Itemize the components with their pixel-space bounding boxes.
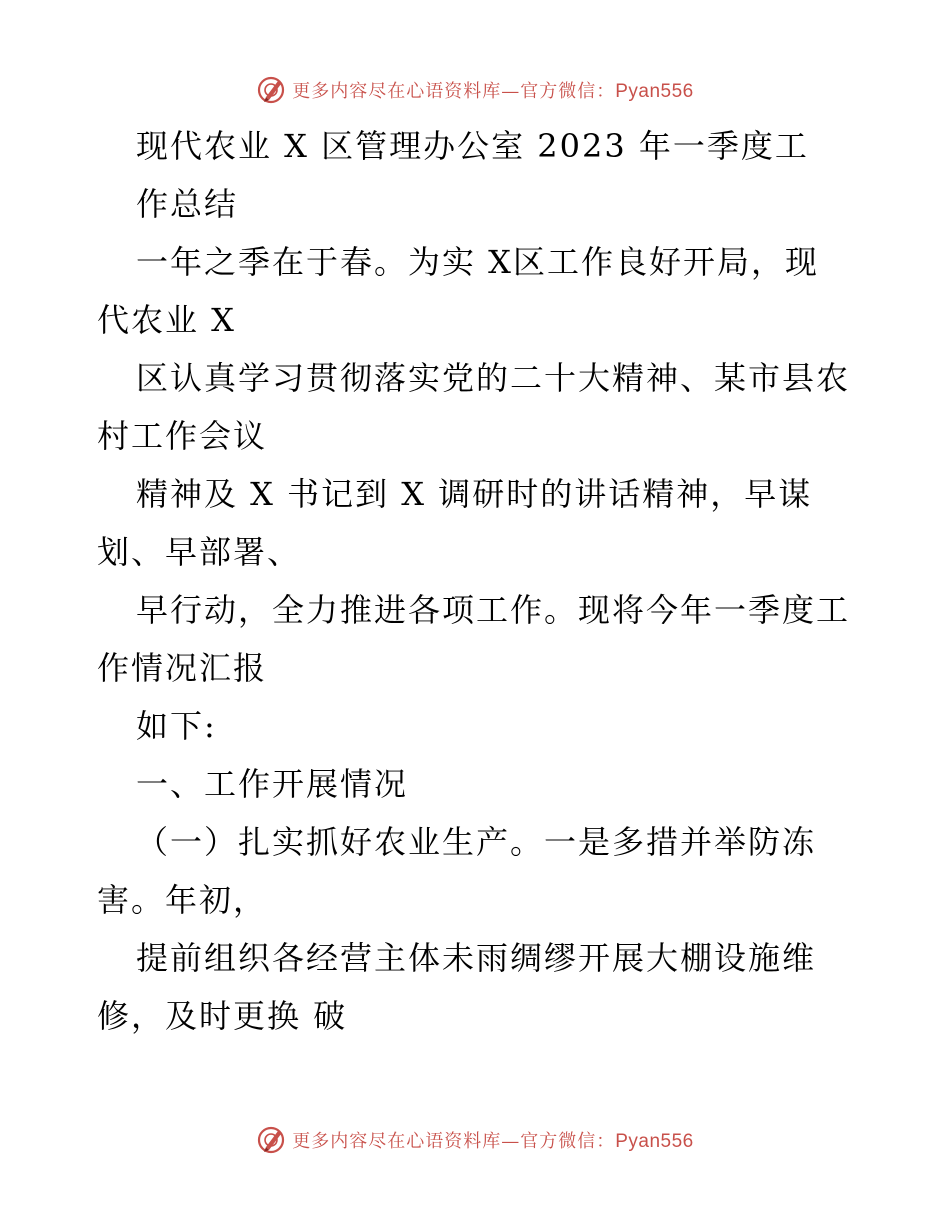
section-heading: 一、工作开展情况: [136, 765, 409, 803]
watermark-text: 更多内容尽在心语资料库—官方微信：Pyan556: [292, 1131, 694, 1152]
paragraph-line: 精神及 X 书记到 X 调研时的讲话精神，早谋: [136, 475, 813, 513]
paragraph-line: 早行动，全力推进各项工作。现将今年一季度工: [136, 591, 851, 629]
paragraph-line: 如下:: [136, 707, 217, 745]
paragraph-line: 划、早部署、: [97, 533, 302, 571]
paragraph-line: 一年之季在于春。为实 X区工作良好开局，现: [136, 243, 819, 281]
paragraph-line: 区认真学习贯彻落实党的二十大精神、某市县农: [136, 359, 851, 397]
paragraph-line: 提前组织各经营主体未雨绸缪开展大棚设施维: [136, 939, 817, 977]
document-title-line-1: 现代农业 X 区管理办公室 2023 年一季度工: [136, 127, 809, 165]
paragraph-line: 代农业 X: [97, 301, 236, 339]
paragraph-line: 害。年初，: [97, 881, 268, 919]
watermark-text: 更多内容尽在心语资料库—官方微信：Pyan556: [292, 81, 694, 102]
document-title-line-2: 作总结: [136, 185, 239, 223]
subsection-heading-line: （一）扎实抓好农业生产。一是多措并举防冻: [136, 823, 817, 861]
paragraph-line: 村工作会议: [97, 417, 268, 455]
footer-watermark: [0, 1120, 950, 1160]
paragraph-line: 作情况汇报: [97, 649, 268, 687]
watermark-wechat-id: Pyan556: [615, 81, 694, 102]
watermark-wechat-id: Pyan556: [615, 1131, 694, 1152]
paragraph-line: 修，及时更换 破: [97, 997, 348, 1035]
pen-logo-icon: [256, 1125, 286, 1155]
